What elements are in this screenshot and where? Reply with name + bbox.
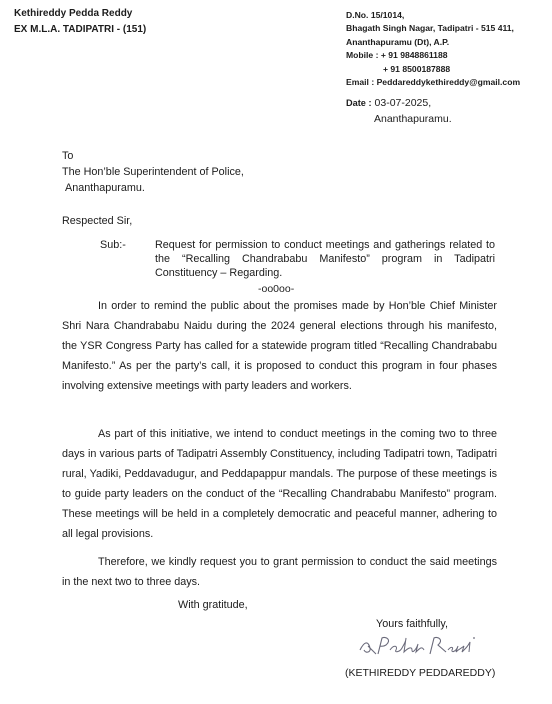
sign-off: Yours faithfully,: [376, 618, 449, 630]
body-paragraph-2: As part of this initiative, we intend to conduct meetings in the coming two to three days in various parts of Tadipatri Assembly Constituency, including Tadipatri town, Tadipatri rural, Yadiki, Peddavadugur, and Peddapappur mandals. The purpose of these meetings is to guide party leaders on the conduct of the “Recalling Chandrababu Manifesto” program. These meetings will be held in a completely democratic and peaceful manner, adhering to all legal provisions.: [62, 428, 497, 540]
sender-designation: EX M.L.A. TADIPATRI - (151): [14, 24, 147, 35]
subject-text: Request for permission to conduct meetings and gatherings related to the “Recalling Chandrababu Manifesto” program in Tadipatri Constituency – Regarding.: [155, 239, 495, 279]
recipient-block: [62, 148, 244, 196]
date-row: [346, 97, 431, 109]
address-line-1: D.No. 15/1014,: [346, 10, 405, 20]
date-value: 03-07-2025,: [374, 97, 432, 109]
subject-label: Sub:-: [100, 239, 126, 251]
letterhead-right: [346, 9, 520, 89]
email-address: Email : Peddareddykethireddy@gmail.com: [346, 77, 521, 88]
recipient-line-2: Ananthapuramu.: [65, 182, 145, 194]
subject-separator: -oo0oo-: [258, 283, 295, 295]
recipient-line-1: The Hon’ble Superintendent of Police,: [62, 166, 244, 178]
sender-name: Kethireddy Pedda Reddy: [14, 8, 133, 19]
closing: With gratitude,: [178, 599, 248, 611]
mobile-primary: Mobile : + 91 9848861188: [346, 50, 448, 61]
to-label: To: [62, 150, 74, 162]
letterhead-left: [14, 6, 146, 38]
body-paragraph-3: Therefore, we kindly request you to grant permission to conduct the said meetings in the next two to three days.: [62, 556, 497, 588]
salutation: Respected Sir,: [62, 215, 133, 227]
mobile-secondary: + 91 8500187888: [383, 63, 451, 74]
date-label: Date :: [346, 98, 372, 108]
handwritten-signature: [356, 632, 486, 660]
address-line-2: Bhagath Singh Nagar, Tadipatri - 515 411,: [346, 23, 514, 34]
body-paragraph-1: In order to remind the public about the promises made by Hon’ble Chief Minister Shri Nara Chandrababu Naidu during the 2024 general elections through his manifesto, the YSR Congress Party has called for a statewide program titled “Recalling Chandrababu Manifesto.” As per the party’s call, it is proposed to conduct this program in four phases involving extensive meetings with party leaders and workers.: [62, 300, 497, 392]
signatory-name: (KETHIREDDY PEDDAREDDY): [345, 667, 496, 679]
date-place: Ananthapuramu.: [374, 113, 452, 125]
address-line-3: Ananthapuramu (Dt), A.P.: [346, 36, 450, 47]
